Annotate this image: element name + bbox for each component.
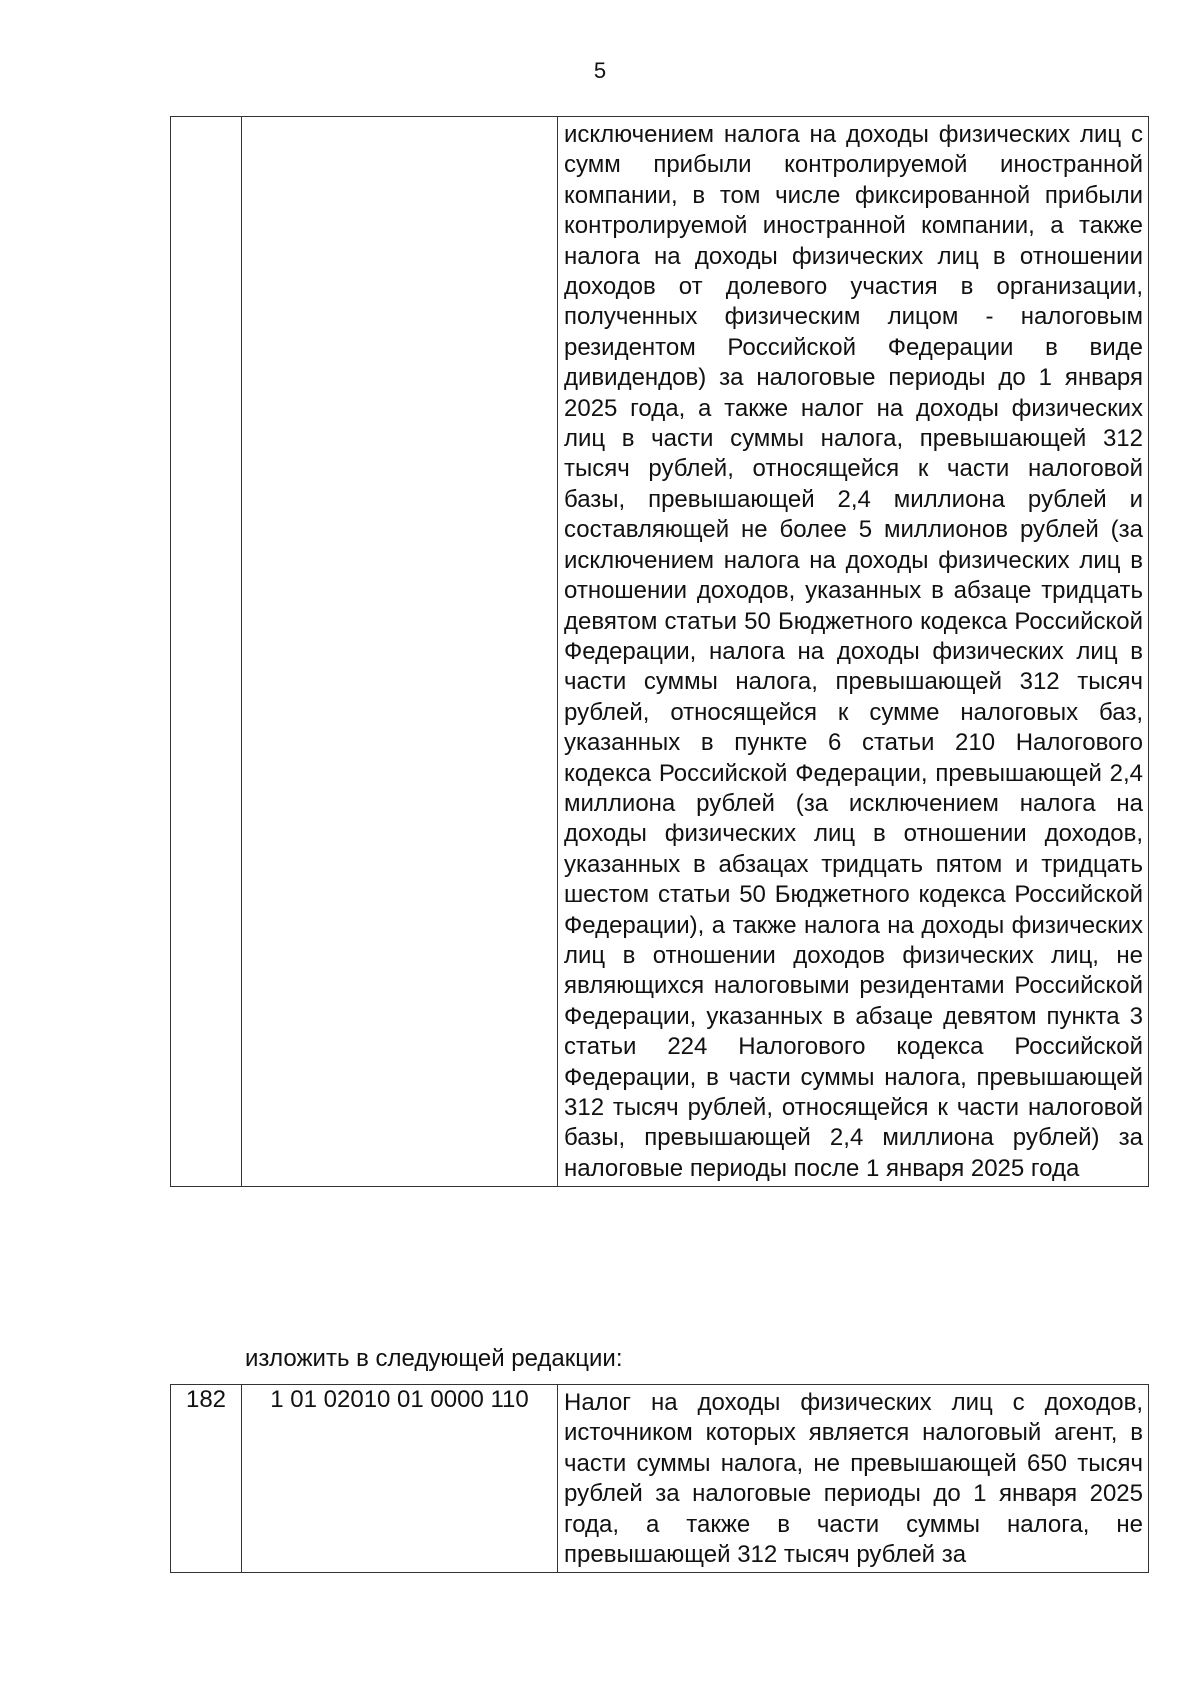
table-row: [171, 1385, 1149, 1573]
budget-code-cell: 1 01 02010 01 0000 110: [242, 1385, 558, 1573]
budget-code-cell: [242, 117, 558, 1187]
page-number: 5: [593, 58, 607, 83]
description-text: Налог на доходы физических лиц с доходов, источником которых является налоговый агент, в части суммы налога, не превышающей 650 тысяч рублей за налоговые периоды до 1 января 2025 года, а также в части суммы налога, не превышающей 312 тысяч рублей за: [564, 1389, 1143, 1569]
row-number-cell: [171, 117, 242, 1187]
description-text: исключением налога на доходы физических лиц с сумм прибыли контролируемой иностранной компании, в том числе фиксированной прибыли контролируемой иностранной компании, а также налога на доходы физических лиц в отношении доходов от долевого участия в организации, полученных физическим лицом - налоговым резидентом Российской Федерации в виде дивидендов) за налоговые периоды до 1 января 2025 года, а также налог на доходы физических лиц в части суммы налога, превышающей 312 тысяч рублей, относящейся к части налоговой базы, превышающей 2,4 миллиона рублей и составляющей не более 5 миллионов рублей (за исключением налога на доходы физических лиц в отношении доходов, указанных в абзаце тридцать девятом статьи 50 Бюджетного кодекса Российской Федерации, налога на доходы физических лиц в части суммы налога, превышающей 312 тысяч рублей, относящейся к сумме налоговых баз, указанных в пункте 6 статьи 210 Налогового кодекса Российской Федерации, превышающей 2,4 миллиона рублей (за исключением налога на доходы физических лиц в отношении доходов, указанных в абзацах тридцать пятом и тридцать шестом статьи 50 Бюджетного кодекса Российской Федерации), а также налога на доходы физических лиц в отношении доходов физических лиц, не являющихся налоговыми резидентами Российской Федерации, указанных в абзаце девятом пункта 3 статьи 224 Налогового кодекса Российской Федерации, в части суммы налога, превышающей 312 тысяч рублей, относящейся к части налоговой базы, превышающей 2,4 миллиона рублей) за налоговые периоды после 1 января 2025 года: [564, 121, 1143, 1182]
description-cell: [558, 1385, 1149, 1573]
new-revision-table: [170, 1384, 1149, 1573]
instruction-text: изложить в следующей редакции:: [245, 1345, 623, 1372]
continuation-table: [170, 116, 1149, 1187]
description-cell: [558, 117, 1149, 1187]
table-row: [171, 117, 1149, 1187]
row-number-cell: 182: [171, 1385, 242, 1573]
